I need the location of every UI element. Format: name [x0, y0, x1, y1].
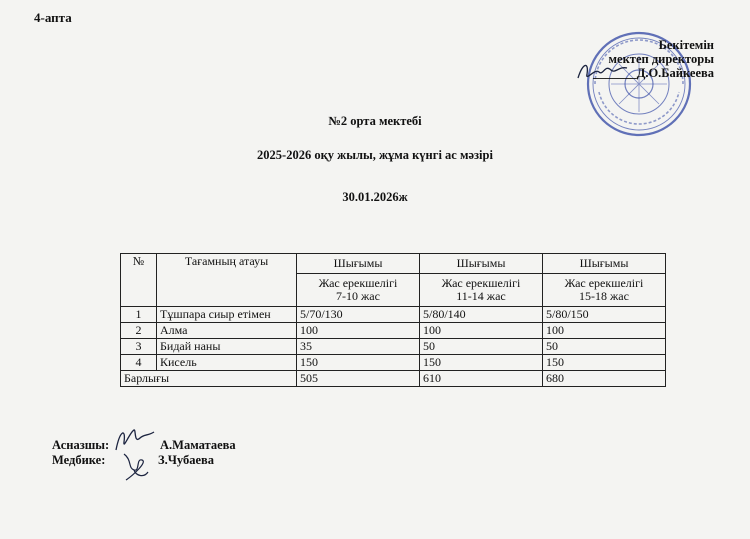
output-value: 5/70/130 — [297, 307, 420, 323]
dish-name: Бидай наны — [157, 339, 297, 355]
column-header-dish-name: Тағамның атауы — [157, 254, 297, 307]
total-label: Барлығы — [121, 371, 297, 387]
menu-table — [120, 253, 666, 387]
row-number: 2 — [121, 323, 157, 339]
age-label: Жас ерекшелігі — [318, 276, 398, 290]
age-group-header — [297, 274, 420, 307]
dish-name: Тұшпара сиыр етімен — [157, 307, 297, 323]
week-label: 4-апта — [34, 10, 72, 25]
row-number: 3 — [121, 339, 157, 355]
age-label: Жас ерекшелігі — [441, 276, 521, 290]
output-value: 50 — [543, 339, 666, 355]
dish-name: Кисель — [157, 355, 297, 371]
table-row — [121, 339, 666, 355]
approval-line: мектеп директоры — [608, 52, 714, 66]
total-value: 505 — [297, 371, 420, 387]
table-row — [121, 307, 666, 323]
approval-line: _______Д.О.Байкеева — [592, 66, 714, 80]
cook-role-label: Асназшы: — [52, 438, 110, 452]
nurse-role-label: Медбике: — [52, 453, 106, 467]
age-group-header — [420, 274, 543, 307]
row-number: 4 — [121, 355, 157, 371]
output-value: 150 — [420, 355, 543, 371]
dish-name: Алма — [157, 323, 297, 339]
table-row — [121, 355, 666, 371]
cook-name: А.Маматаева — [160, 438, 236, 452]
output-value: 50 — [420, 339, 543, 355]
total-value: 610 — [420, 371, 543, 387]
output-value: 150 — [297, 355, 420, 371]
column-header-output: Шығымы — [543, 254, 666, 274]
nurse-name: З.Чубаева — [158, 453, 215, 467]
age-range: 7-10 жас — [336, 289, 380, 303]
total-row — [121, 371, 666, 387]
output-value: 150 — [543, 355, 666, 371]
nurse-signature-icon — [118, 450, 154, 484]
age-label: Жас ерекшелігі — [564, 276, 644, 290]
output-value: 35 — [297, 339, 420, 355]
row-number: 1 — [121, 307, 157, 323]
approval-line: Бекітемін — [658, 38, 714, 52]
output-value: 100 — [420, 323, 543, 339]
menu-subtitle: 2025-2026 оқу жылы, жұма күнгі ас мәзірі — [257, 148, 493, 162]
output-value: 5/80/140 — [420, 307, 543, 323]
table-row — [121, 323, 666, 339]
age-range: 15-18 жас — [579, 289, 629, 303]
output-value: 5/80/150 — [543, 307, 666, 323]
age-group-header — [543, 274, 666, 307]
school-title: №2 орта мектебі — [328, 114, 422, 128]
column-header-output: Шығымы — [297, 254, 420, 274]
output-value: 100 — [543, 323, 666, 339]
total-value: 680 — [543, 371, 666, 387]
menu-date: 30.01.2026ж — [342, 190, 408, 204]
column-header-number: № — [121, 254, 157, 307]
age-range: 11-14 жас — [456, 289, 506, 303]
output-value: 100 — [297, 323, 420, 339]
approval-block — [593, 38, 714, 80]
column-header-output: Шығымы — [420, 254, 543, 274]
